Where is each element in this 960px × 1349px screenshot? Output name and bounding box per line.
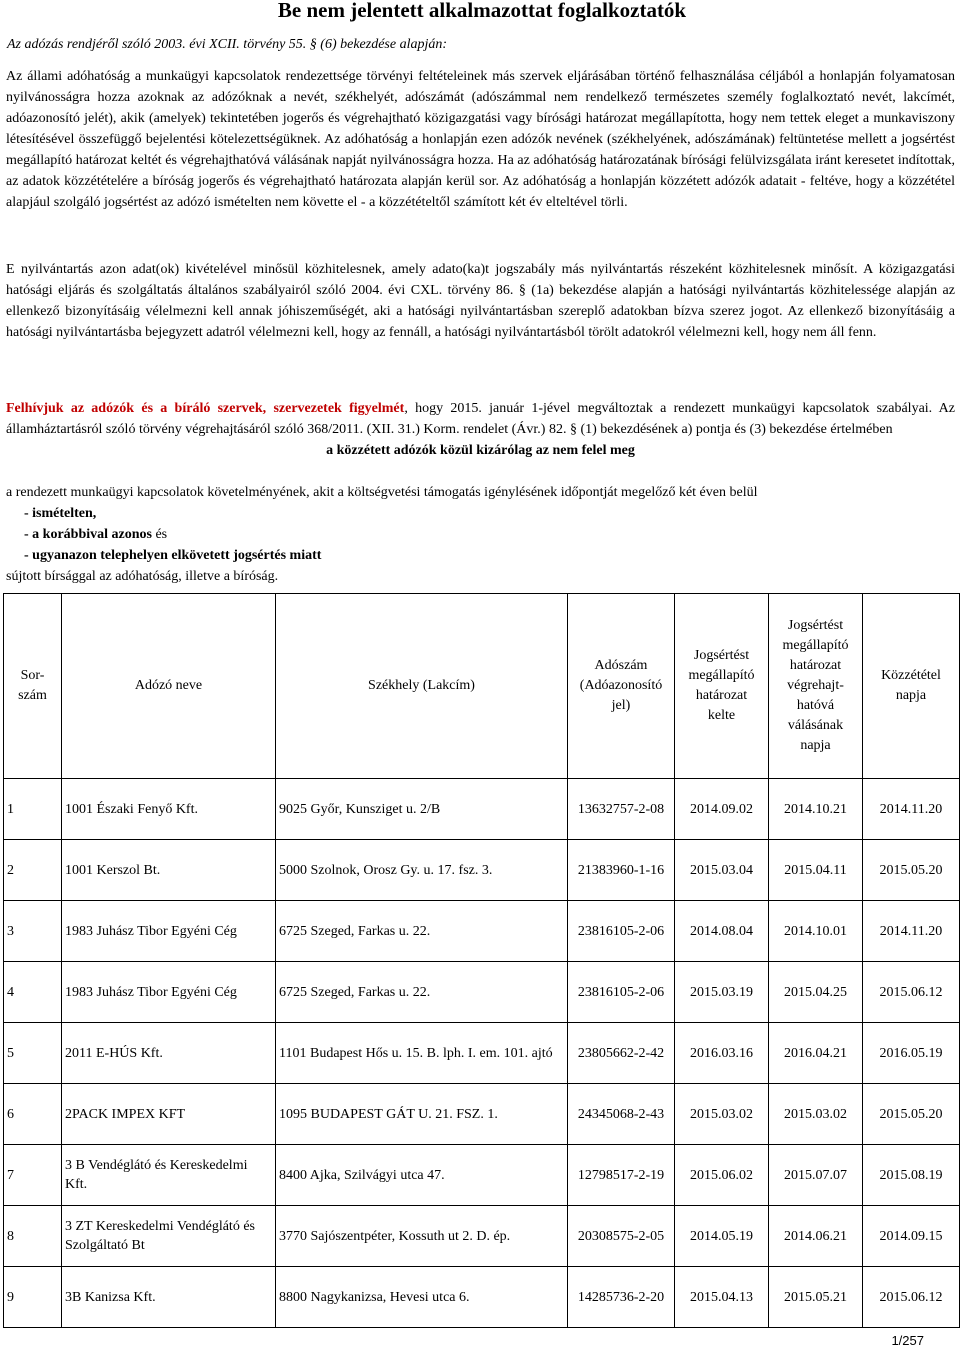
table-row: [4, 962, 960, 1023]
cell-enforce: 2014.10.21: [769, 779, 863, 840]
cell-address: 6725 Szeged, Farkas u. 22.: [276, 962, 568, 1023]
cell-tax: 24345068-2-43: [568, 1084, 675, 1145]
table-row: [4, 1023, 960, 1084]
cell-name: 3 ZT Kereskedelmi Vendéglátó és Szolgáltató Bt: [62, 1206, 276, 1267]
notice-emphasis: a közzétett adózók közül kizárólag az nem felel meg: [326, 443, 635, 458]
cell-address: 1101 Budapest Hős u. 15. B. lph. I. em. 101. ajtó: [276, 1023, 568, 1084]
column-header: Adószám (Adóazonosító jel): [568, 594, 675, 779]
cell-tax: 23805662-2-42: [568, 1023, 675, 1084]
cell-decision: 2015.04.13: [675, 1267, 769, 1328]
cell-decision: 2015.03.19: [675, 962, 769, 1023]
table-header-row: [4, 594, 960, 779]
cell-name: 1983 Juhász Tibor Egyéni Cég: [62, 962, 276, 1023]
table-row: [4, 1206, 960, 1267]
criteria-intro: a rendezett munkaügyi kapcsolatok követelményének, akit a költségvetési támogatás igénylésének időpontját megelőző két éven belül: [6, 485, 758, 500]
authenticity-paragraph: E nyilvántartás azon adat(ok) kivételével minősül közhitelesnek, amely adato(ka)t jogszabály más nyilvántartás részeként közhitelesnek minősít. A közigazgatási hatósági eljárás és szolgáltatás általános szabályairól szóló 2004. évi CXL. törvény 86. § (1a) bekezdése alapján a hatósági nyilvántartás közhitelessége alapján az ellenkező bizonyításáig vélelmezni kell annak jóhiszeműségét, aki a hatósági nyilvántartásban szereplő adatokban bízva szerez jogot. Az ellenkező bizonyításáig a hatósági nyilvántartásba bejegyzett adatról vélelmezni kell, hogy az fennáll, a hatósági nyilvántartásból törölt adatokról vélelmezni kell, hogy nem áll fenn.: [6, 262, 955, 340]
cell-tax: 13632757-2-08: [568, 779, 675, 840]
page-title: Be nem jelentett alkalmazottat foglalkoztatók: [277, 0, 687, 22]
column-header: Közzététel napja: [863, 594, 960, 779]
cell-decision: 2016.03.16: [675, 1023, 769, 1084]
criteria-outro: sújtott bírsággal az adóhatóság, illetve a bíróság.: [6, 569, 279, 584]
cell-address: 9025 Győr, Kunsziget u. 2/B: [276, 779, 568, 840]
cell-publish: 2015.08.19: [863, 1145, 960, 1206]
cell-decision: 2015.06.02: [675, 1145, 769, 1206]
table-row: [4, 901, 960, 962]
criteria-item: - ismételten,: [24, 506, 97, 521]
cell-publish: 2014.11.20: [863, 779, 960, 840]
cell-decision: 2014.09.02: [675, 779, 769, 840]
criteria-item: - ugyanazon telephelyen elkövetett jogsértés miatt: [24, 548, 322, 563]
cell-no: 7: [4, 1145, 62, 1206]
table-row: [4, 1084, 960, 1145]
page-number: 1/257: [891, 1333, 924, 1348]
cell-name: 1983 Juhász Tibor Egyéni Cég: [62, 901, 276, 962]
legal-basis-subtitle: Az adózás rendjéről szóló 2003. évi XCII. törvény 55. § (6) bekezdése alapján:: [7, 37, 448, 52]
cell-name: 1001 Északi Fenyő Kft.: [62, 779, 276, 840]
cell-enforce: 2015.07.07: [769, 1145, 863, 1206]
cell-enforce: 2014.06.21: [769, 1206, 863, 1267]
cell-no: 4: [4, 962, 62, 1023]
cell-no: 8: [4, 1206, 62, 1267]
cell-publish: 2015.06.12: [863, 1267, 960, 1328]
cell-no: 9: [4, 1267, 62, 1328]
cell-no: 6: [4, 1084, 62, 1145]
cell-decision: 2014.08.04: [675, 901, 769, 962]
cell-tax: 21383960-1-16: [568, 840, 675, 901]
cell-name: 2PACK IMPEX KFT: [62, 1084, 276, 1145]
column-header: Székhely (Lakcím): [276, 594, 568, 779]
cell-address: 3770 Sajószentpéter, Kossuth ut 2. D. ép.: [276, 1206, 568, 1267]
cell-name: 3B Kanizsa Kft.: [62, 1267, 276, 1328]
column-header: Jogsértést megállapító határozat kelte: [675, 594, 769, 779]
cell-decision: 2014.05.19: [675, 1206, 769, 1267]
cell-address: 1095 BUDAPEST GÁT U. 21. FSZ. 1.: [276, 1084, 568, 1145]
criteria-item: - a korábbival azonos és: [24, 527, 168, 542]
cell-address: 5000 Szolnok, Orosz Gy. u. 17. fsz. 3.: [276, 840, 568, 901]
cell-publish: 2015.05.20: [863, 1084, 960, 1145]
notice-highlight: Felhívjuk az adózók és a bíráló szervek, szervezetek figyelmét: [6, 401, 405, 416]
cell-name: 2011 E-HÚS Kft.: [62, 1023, 276, 1084]
cell-publish: 2014.09.15: [863, 1206, 960, 1267]
cell-enforce: 2015.05.21: [769, 1267, 863, 1328]
cell-publish: 2015.05.20: [863, 840, 960, 901]
cell-decision: 2015.03.02: [675, 1084, 769, 1145]
cell-name: 3 B Vendéglátó és Kereskedelmi Kft.: [62, 1145, 276, 1206]
cell-address: 8400 Ajka, Szilvágyi utca 47.: [276, 1145, 568, 1206]
cell-enforce: 2016.04.21: [769, 1023, 863, 1084]
criteria-list: [6, 482, 757, 587]
cell-address: 6725 Szeged, Farkas u. 22.: [276, 901, 568, 962]
table-row: [4, 779, 960, 840]
cell-publish: 2014.11.20: [863, 901, 960, 962]
cell-no: 1: [4, 779, 62, 840]
column-header: Jogsértést megállapító határozat végrehajt- hatóvá válásának napja: [769, 594, 863, 779]
notice-text: , hogy 2015. január 1-jével megváltoztak a rendezett munkaügyi kapcsolatok szabályai. Az államháztartásról szóló törvény végrehajtásáról szóló 368/2011. (XII. 31.) Korm. rendelet (Ávr.) 82. § (1) bekezdésének a) pontja és (3) bekezdése értelmében: [6, 401, 955, 437]
table-row: [4, 1145, 960, 1206]
cell-tax: 23816105-2-06: [568, 901, 675, 962]
cell-tax: 14285736-2-20: [568, 1267, 675, 1328]
cell-enforce: 2015.04.25: [769, 962, 863, 1023]
employers-table: [3, 593, 960, 1328]
column-header: Sor- szám: [4, 594, 62, 779]
table-row: [4, 840, 960, 901]
cell-enforce: 2014.10.01: [769, 901, 863, 962]
intro-paragraph: Az állami adóhatóság a munkaügyi kapcsolatok rendezettsége törvényi feltételeinek más szervek eljárásában történő felhasználása céljából a honlapján folyamatosan nyilvánosságra hozza azoknak az adózóknak a nevét, székhelyét, adószámát (adószámmal nem rendelkező természetes személy foglalkoztató nevét, lakcímét, adóazonosító jelét), akik (amelyek) tekintetében jogerős és végrehajtható közigazgatási vagy bírósági határozat megállapította, hogy nem tettek eleget a munkaviszony létesítésével összefüggő bejelentési kötelezettségüknek. Az adóhatóság a honlapján ezen adózók nevének (székhelyének, adószámának) feltüntetése mellett a jogsértést megállapító határozat keltét és végrehajthatóvá válásának napját nyilvánosságra hozza. Ha az adóhatóság határozatának bírósági felülvizsgálata iránt keresetet indítottak, az adatok közzétételére a bíróság jogerős és végrehajtható határozata alapján kerül sor. Az adóhatóság a honlapján közzétett adózók adatait - feltéve, hogy a közzététel alapjául szolgáló jogsértést az adózó ismételten nem követte el - a közzétételtől számított két év elteltével törli.: [6, 69, 955, 210]
cell-name: 1001 Kerszol Bt.: [62, 840, 276, 901]
notice-paragraph: [6, 398, 955, 461]
table-row: [4, 1267, 960, 1328]
cell-publish: 2015.06.12: [863, 962, 960, 1023]
column-header: Adózó neve: [62, 594, 276, 779]
cell-tax: 23816105-2-06: [568, 962, 675, 1023]
cell-tax: 20308575-2-05: [568, 1206, 675, 1267]
cell-no: 2: [4, 840, 62, 901]
cell-publish: 2016.05.19: [863, 1023, 960, 1084]
cell-no: 5: [4, 1023, 62, 1084]
cell-tax: 12798517-2-19: [568, 1145, 675, 1206]
cell-address: 8800 Nagykanizsa, Hevesi utca 6.: [276, 1267, 568, 1328]
cell-decision: 2015.03.04: [675, 840, 769, 901]
cell-enforce: 2015.04.11: [769, 840, 863, 901]
cell-enforce: 2015.03.02: [769, 1084, 863, 1145]
cell-no: 3: [4, 901, 62, 962]
